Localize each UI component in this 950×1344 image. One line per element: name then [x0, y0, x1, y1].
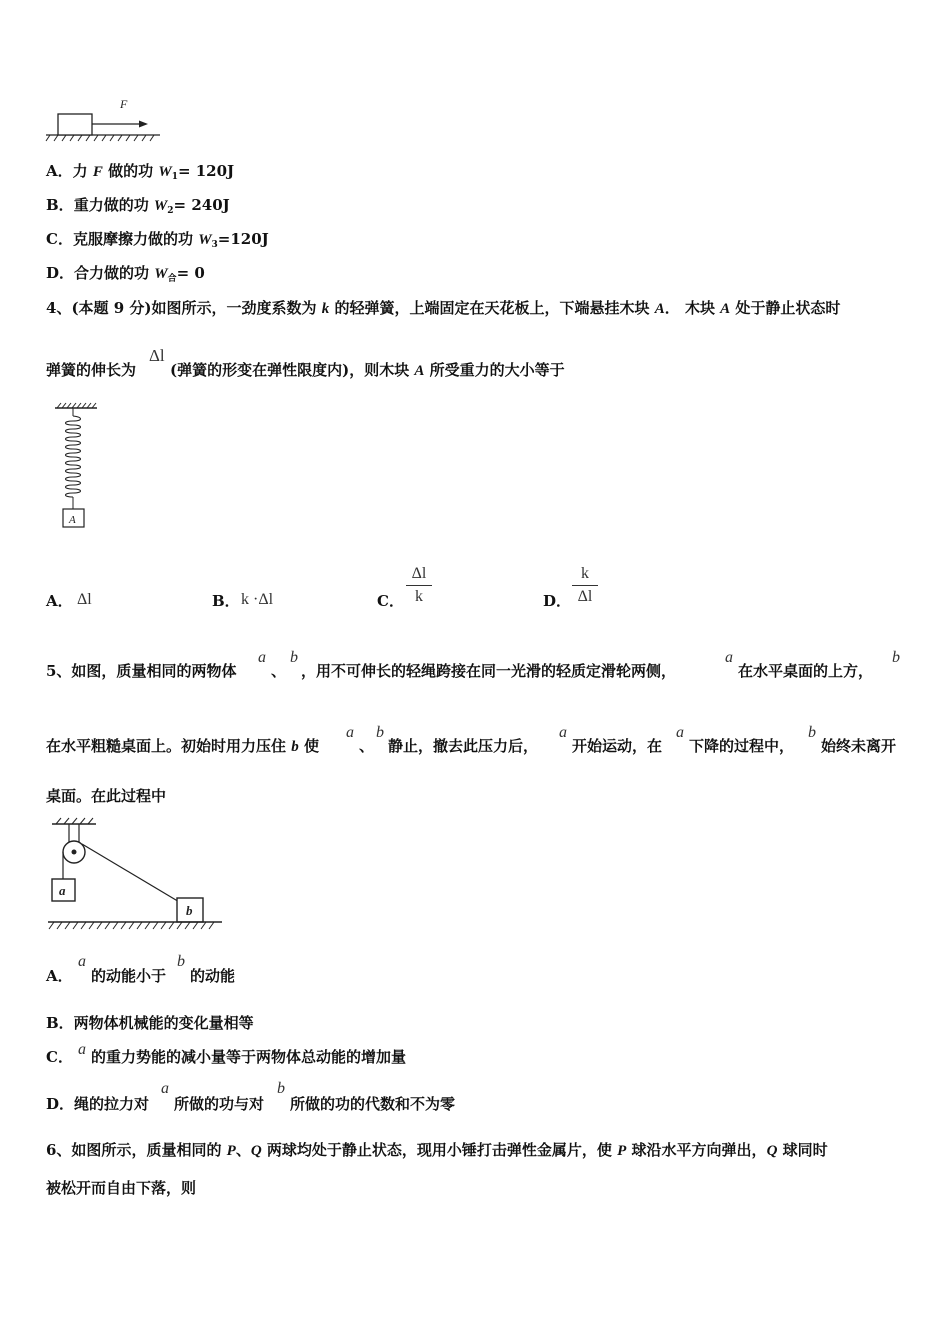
block-a-label: a: [59, 883, 66, 898]
q5-option-a-text2: 的动能: [190, 967, 236, 985]
block-b-label: b: [186, 903, 193, 918]
var-b: b: [376, 724, 384, 741]
q5-option-d-label[interactable]: D．绳的拉力对: [46, 1095, 150, 1113]
var-a: a: [346, 724, 354, 741]
q4-option-c-label[interactable]: C．: [377, 592, 404, 610]
separator: 、: [271, 662, 287, 680]
q5-stem-line2a: 在水平粗糙桌面上。初始时用力压住 b 使: [46, 737, 319, 755]
q5-stem-line2e: 下降的过程中，: [689, 737, 795, 755]
q4-option-a-label[interactable]: A．: [46, 592, 73, 610]
q5-option-a-text1: 的动能小于: [91, 967, 167, 985]
var-b: b: [177, 953, 185, 970]
q3-option-d[interactable]: D．合力做的功 $W_合= 0$: [46, 264, 205, 284]
var-a: a: [258, 649, 266, 666]
q4-option-b-expr: k ·Δl: [241, 591, 274, 608]
q5-option-d-text2: 所做的功的代数和不为零: [290, 1095, 456, 1113]
force-label: F: [120, 97, 128, 111]
q5-stem-line1b: ，用不可伸长的轻绳跨接在同一光滑的轻质定滑轮两侧，: [301, 662, 677, 680]
var-b: b: [892, 649, 900, 666]
var-b: b: [277, 1080, 285, 1097]
q4-stem-line1: 4、(本题 9 分)如图所示，一劲度系数为 k 的轻弹簧，上端固定在天花板上，下端悬挂木块 A． 木块 A 处于静止状态时: [46, 299, 841, 317]
q4-option-c-fraction: Δl k: [406, 565, 432, 606]
var-a: a: [559, 724, 567, 741]
q3-option-b[interactable]: B．重力做的功 $W_2= 240J$: [46, 196, 230, 216]
force-block-figure: [44, 95, 164, 145]
q6-stem-line2: 被松开而自由下落，则: [46, 1179, 197, 1197]
q3-option-a[interactable]: A．力 F 做的功 $W_1= 120J$: [46, 162, 235, 182]
q5-stem-line1c: 在水平桌面的上方，: [738, 662, 874, 680]
q5-stem-line2d: 开始运动，在: [572, 737, 663, 755]
q3-option-c[interactable]: C．克服摩擦力做的功 $W_3=120J$: [46, 230, 269, 250]
q4-option-a-expr: Δl: [77, 591, 92, 608]
q6-stem-line1: 6、如图所示，质量相同的 P、Q 两球均处于静止状态，现用小锤打击弹性金属片，使 P 球沿水平方向弹出，Q 球同时: [46, 1141, 828, 1159]
q5-stem-line2c: 静止，撤去此压力后，: [388, 737, 539, 755]
q4-option-d-label[interactable]: D．: [543, 592, 572, 610]
q5-stem-line1a: 5、如图，质量相同的两物体: [46, 662, 237, 680]
separator: 、: [359, 737, 375, 755]
q4-stem-line2a: 弹簧的伸长为: [46, 361, 137, 379]
q5-option-b[interactable]: B．两物体机械能的变化量相等: [46, 1014, 254, 1032]
var-b: b: [808, 724, 816, 741]
delta-l-symbol: Δl: [149, 346, 165, 365]
q5-option-a-label[interactable]: A．: [46, 967, 73, 985]
q4-option-d-fraction: k Δl: [572, 565, 598, 606]
pulley-figure: [46, 816, 226, 938]
q4-stem-line2b: (弹簧的形变在弹性限度内)，则木块 A 所受重力的大小等于: [170, 361, 565, 379]
spring-figure: [50, 403, 110, 533]
var-b: b: [290, 649, 298, 666]
var-a: a: [676, 724, 684, 741]
block-a-label: A: [69, 514, 76, 526]
var-a: a: [78, 1041, 86, 1058]
q4-option-b-label[interactable]: B．: [212, 592, 240, 610]
q5-stem-line2f: 始终未离开: [821, 737, 897, 755]
var-a: a: [725, 649, 733, 666]
q5-option-d-text1: 所做的功与对: [174, 1095, 265, 1113]
q5-stem-line3: 桌面。在此过程中: [46, 787, 167, 805]
q5-option-c-text: 的重力势能的减小量等于两物体总动能的增加量: [91, 1048, 407, 1066]
var-a: a: [161, 1080, 169, 1097]
q5-option-c-label[interactable]: C．: [46, 1048, 73, 1066]
var-a: a: [78, 953, 86, 970]
